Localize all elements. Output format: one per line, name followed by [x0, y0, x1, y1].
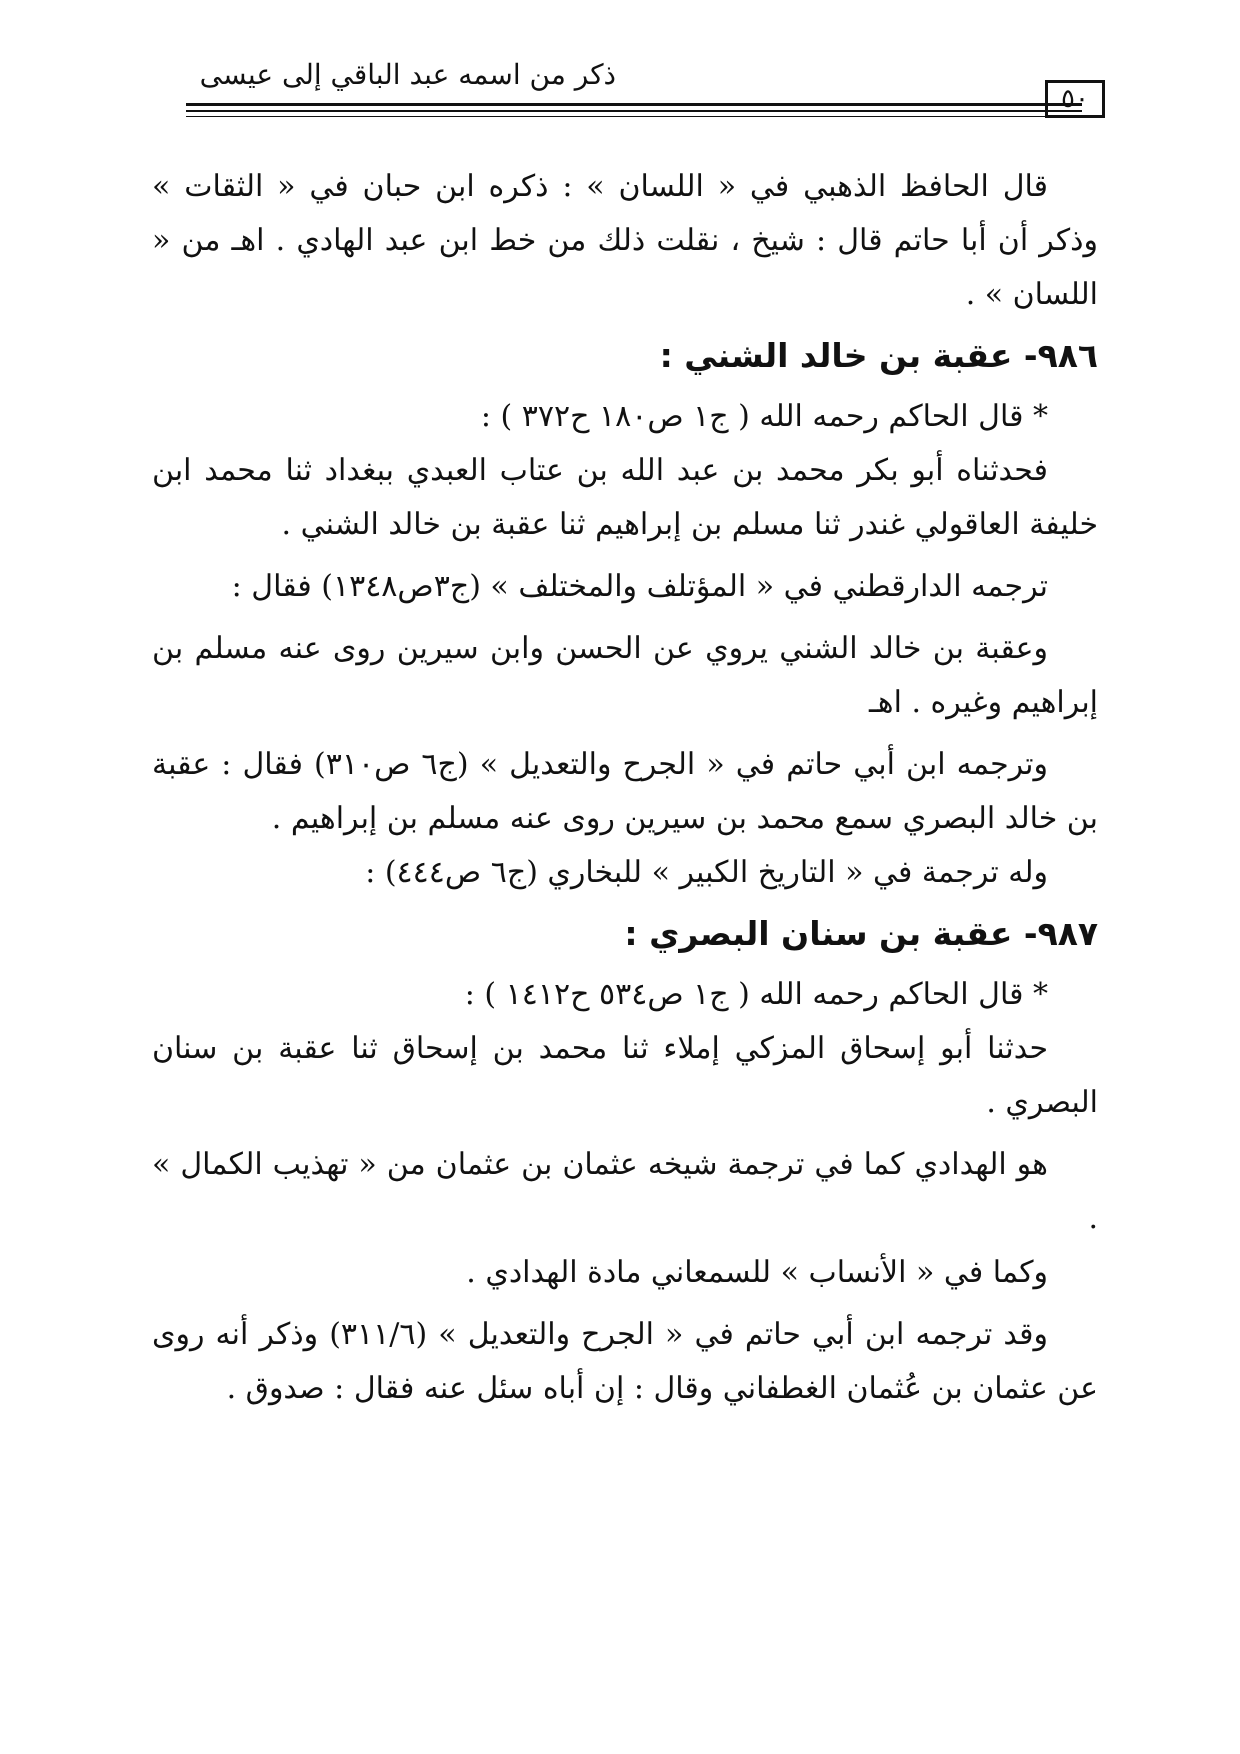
paragraph: وعقبة بن خالد الشني يروي عن الحسن وابن سيرين روى عنه مسلم بن إبراهيم وغيره . اهـ [152, 631, 1098, 720]
paragraph: حدثنا أبو إسحاق المزكي إملاء ثنا محمد بن إسحاق ثنا عقبة بن سنان البصري . [152, 1031, 1098, 1120]
paragraph: ترجمه الدارقطني في « المؤتلف والمختلف » (ج٣ص١٣٤٨) فقال : [231, 569, 1048, 604]
paragraph: * قال الحاكم رحمه الله ( ج١ ص١٨٠ ح٣٧٢ ) : [480, 399, 1048, 434]
header-rule [186, 116, 1082, 117]
header-rule [186, 110, 1082, 112]
page-number: ٥٠ [1045, 80, 1105, 118]
paragraph: هو الهدادي كما في ترجمة شيخه عثمان بن عثمان من « تهذيب الكمال » . [152, 1147, 1098, 1236]
paragraph: فحدثناه أبو بكر محمد بن عبد الله بن عتاب العبدي ببغداد ثنا محمد ابن خليفة العاقولي غندر ثنا مسلم بن إبراهيم ثنا عقبة بن خالد الشني . [152, 453, 1098, 542]
paragraph: قال الحافظ الذهبي في « اللسان » : ذكره ابن حبان في « الثقات » وذكر أن أبا حاتم قال : شيخ ، نقلت ذلك من خط ابن عبد الهادي . اهـ من « اللسان » . [152, 169, 1098, 312]
entry-heading-986: ٩٨٦- عقبة بن خالد الشني : [659, 336, 1098, 375]
page-body [152, 160, 1098, 1416]
running-title: ذكر من اسمه عبد الباقي إلى عيسى [199, 58, 616, 91]
paragraph: * قال الحاكم رحمه الله ( ج١ ص٥٣٤ ح١٤١٢ ) : [464, 977, 1048, 1012]
header-rule [186, 103, 1082, 106]
entry-heading-987: ٩٨٧- عقبة بن سنان البصري : [624, 914, 1098, 953]
paragraph: وكما في « الأنساب » للسمعاني مادة الهدادي . [466, 1255, 1048, 1290]
paragraph: وترجمه ابن أبي حاتم في « الجرح والتعديل » (ج٦ ص٣١٠) فقال : عقبة بن خالد البصري سمع محمد بن سيرين روى عنه مسلم بن إبراهيم . [152, 747, 1098, 836]
paragraph: وقد ترجمه ابن أبي حاتم في « الجرح والتعديل » (٣١١/٦) وذكر أنه روى عن عثمان بن عُثمان الغطفاني وقال : إن أباه سئل عنه فقال : صدوق . [152, 1317, 1098, 1406]
paragraph: وله ترجمة في « التاريخ الكبير » للبخاري (ج٦ ص٤٤٤) : [365, 855, 1048, 890]
